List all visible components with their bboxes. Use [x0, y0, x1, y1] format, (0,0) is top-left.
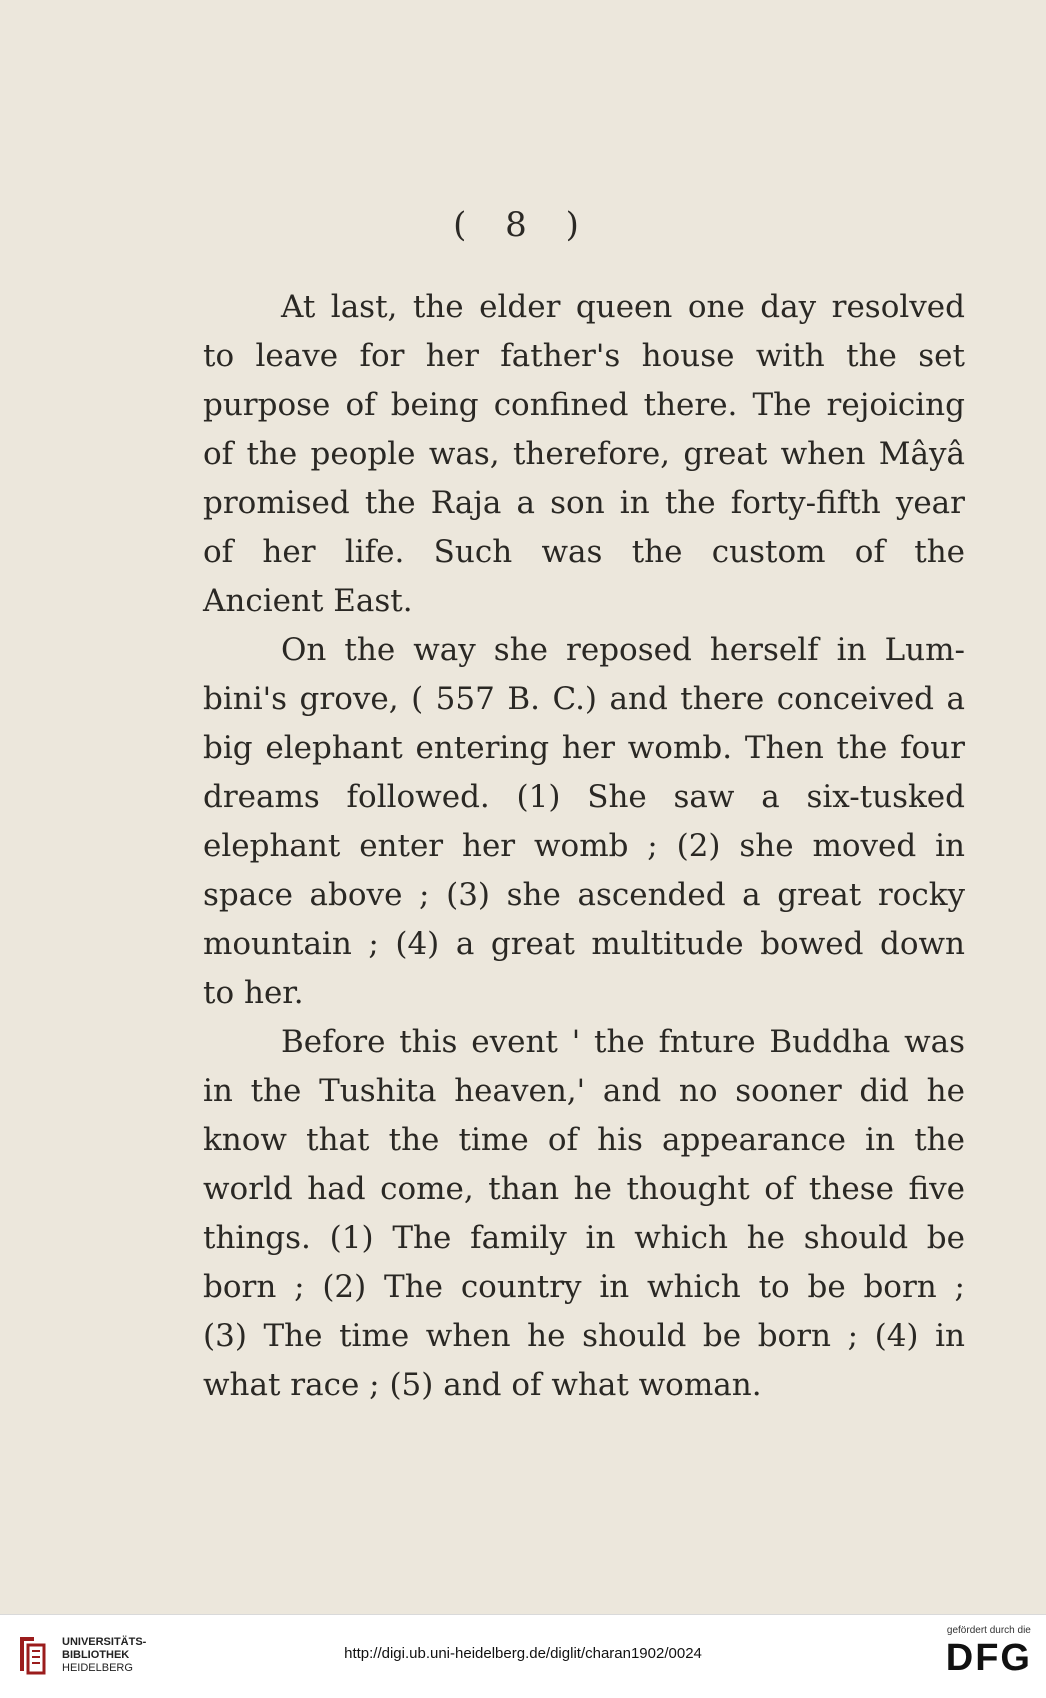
funding-caption: gefördert durch die: [946, 1625, 1031, 1636]
text-line: elephant enter her womb ; (2) she moved in: [203, 828, 965, 864]
text-line: of the people was, therefore, great when Mâyâ: [203, 436, 965, 472]
text-line: On the way she reposed herself in Lum-: [281, 632, 965, 668]
text-line: in the Tushita heaven,' and no sooner did he: [203, 1073, 965, 1109]
text-line: world had come, than he thought of these five: [203, 1171, 965, 1207]
paragraph-1: [203, 283, 965, 626]
page-number: ( 8 ): [453, 205, 593, 245]
body-text: [203, 283, 965, 1410]
text-line: At last, the elder queen one day resolved: [281, 289, 965, 325]
dfg-logo: DFG: [945, 1637, 1032, 1679]
text-line: bini's grove, ( 557 B. C.) and there conceived a: [203, 681, 965, 717]
text-line: space above ; (3) she ascended a great rocky: [203, 877, 965, 913]
text-line: (3) The time when he should be born ; (4) in: [203, 1318, 965, 1354]
text-line: things. (1) The family in which he should be: [203, 1220, 965, 1256]
funding-badge[interactable]: [946, 1625, 1032, 1678]
library-name-line: HEIDELBERG: [62, 1661, 133, 1674]
library-name-line: BIBLIOTHEK: [62, 1648, 130, 1661]
text-line: purpose of being confined there. The rejoicing: [203, 387, 965, 423]
text-line: to leave for her father's house with the set: [203, 338, 965, 374]
text-line: big elephant entering her womb. Then the four: [203, 730, 965, 766]
text-line: born ; (2) The country in which to be born ;: [203, 1269, 965, 1305]
text-line: dreams followed. (1) She saw a six-tusked: [203, 779, 965, 815]
paragraph-3: [203, 1018, 965, 1410]
text-line: mountain ; (4) a great multitude bowed down: [203, 926, 965, 962]
text-line: promised the Raja a son in the forty-fifth year: [203, 485, 965, 521]
text-line: to her.: [203, 975, 304, 1011]
footer-bar: [0, 1614, 1046, 1698]
text-line: of her life. Such was the custom of the: [203, 534, 965, 570]
text-line: know that the time of his appearance in the: [203, 1122, 965, 1158]
permalink-url[interactable]: http://digi.ub.uni-heidelberg.de/diglit/charan1902/0024: [344, 1645, 702, 1662]
library-name-line: UNIVERSITÄTS-: [62, 1635, 147, 1648]
text-line: what race ; (5) and of what woman.: [203, 1367, 762, 1403]
paragraph-2: [203, 626, 965, 1018]
text-line: Before this event ' the fnture Buddha was: [281, 1024, 965, 1060]
text-line: Ancient East.: [203, 583, 413, 619]
